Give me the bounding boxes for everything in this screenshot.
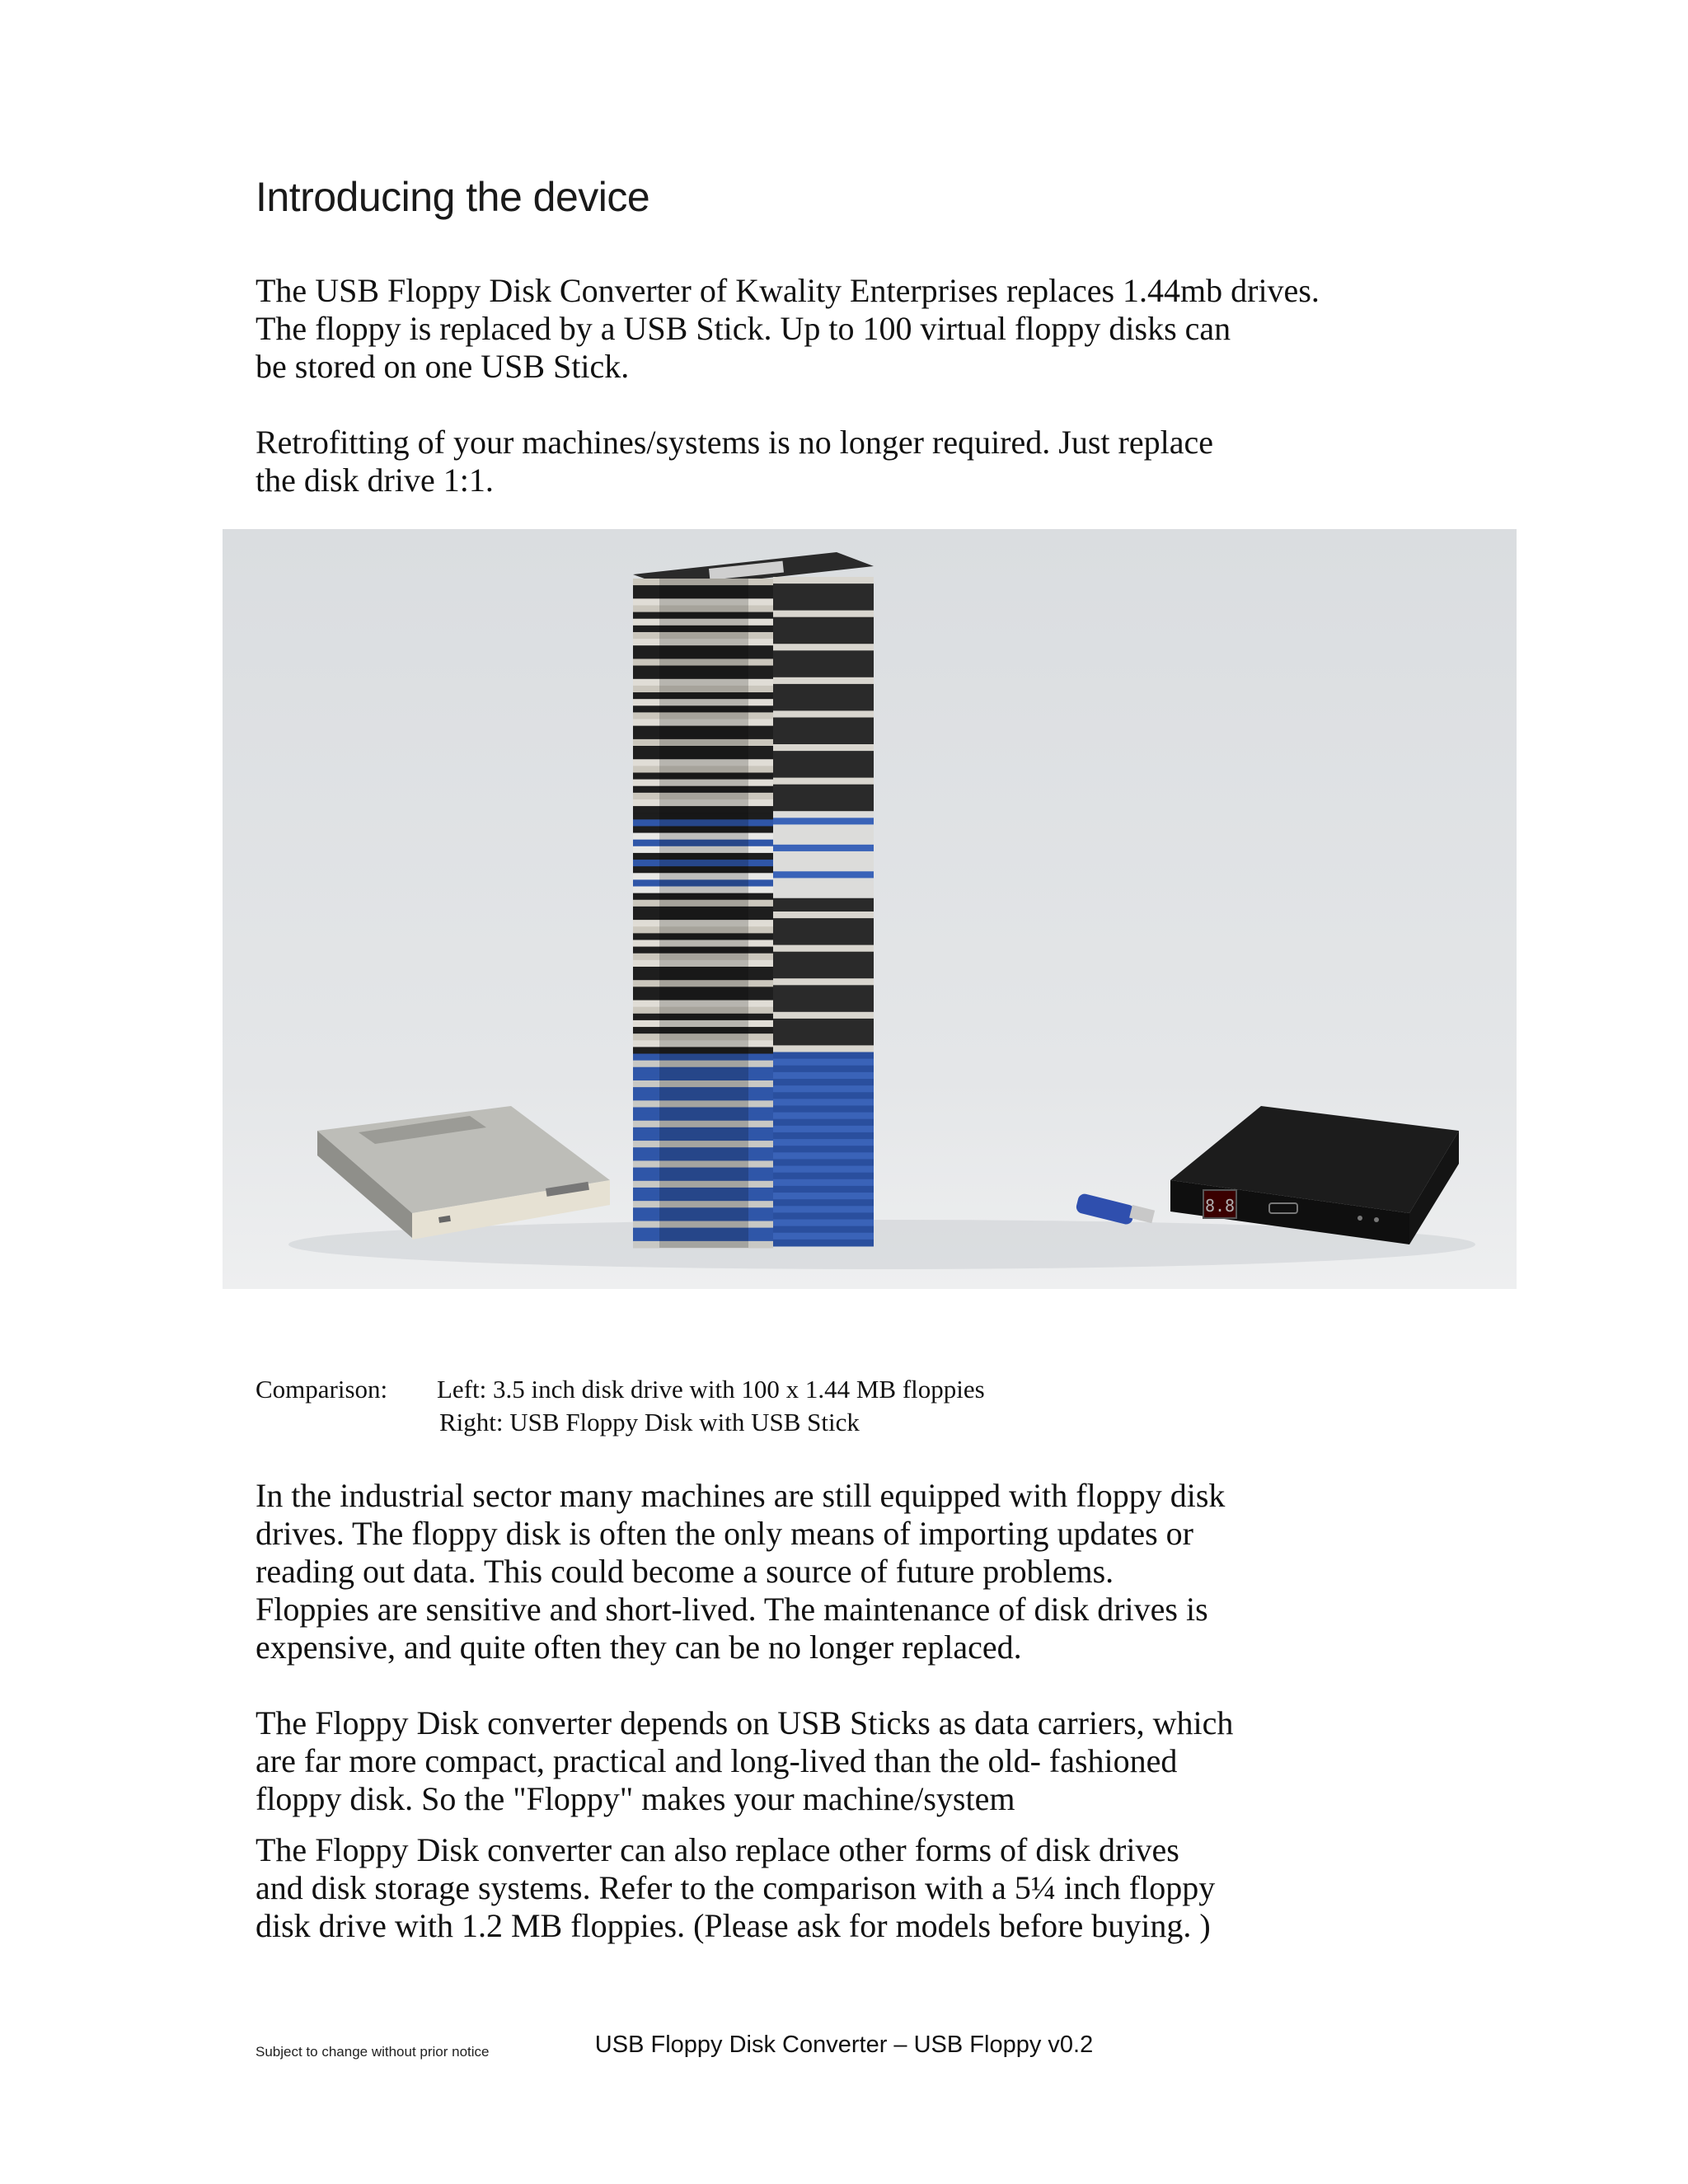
disk-drive-3-5-inch: [317, 1106, 610, 1240]
floppy-disk-side: [773, 1152, 874, 1160]
floppy-disk-side: [773, 751, 874, 758]
floppy-disk-side: [773, 1139, 874, 1146]
floppy-disk-side: [773, 1126, 874, 1133]
floppy-disk-side: [773, 677, 874, 685]
page-footer: [0, 2032, 1688, 2059]
floppy-disk-side: [773, 811, 874, 818]
replace-paragraph: [256, 1831, 1215, 1945]
floppy-disk-side: [773, 898, 874, 906]
floppy-disk-side: [773, 931, 874, 939]
floppy-disk-side: [773, 832, 874, 839]
floppy-disk-side: [773, 684, 874, 691]
floppy-disk-side: [773, 1045, 874, 1052]
floppy-disk-side: [773, 657, 874, 664]
comparison-photo-illustration: [223, 529, 1517, 1289]
floppy-disk-side: [773, 1012, 874, 1019]
floppy-disk-side: [773, 865, 874, 872]
floppy-disk-side: [773, 1113, 874, 1120]
floppy-disk-side: [773, 583, 874, 591]
floppy-disk-side: [773, 1166, 874, 1174]
floppy-disk-side: [773, 664, 874, 672]
floppy-disk-side: [773, 1220, 874, 1227]
floppy-disk-side: [773, 590, 874, 598]
converter-paragraph: [256, 1704, 1233, 1818]
industrial-paragraph: [256, 1477, 1225, 1666]
floppy-disk-side: [773, 738, 874, 745]
converter-display-digits: 8.8: [1204, 1196, 1236, 1216]
floppy-disk-side: [773, 918, 874, 926]
floppy-disk-side: [773, 704, 874, 711]
comparison-photo: [223, 529, 1517, 1289]
floppy-disk-side: [773, 905, 874, 912]
floppy-disk-side: [773, 838, 874, 846]
floppy-disk-side: [773, 972, 874, 979]
replace-line: disk drive with 1.2 MB floppies. (Please ask for models before buying. ): [256, 1907, 1211, 1944]
converter-line: The Floppy Disk converter depends on USB Sticks as data carriers, which: [256, 1704, 1234, 1741]
floppy-disk-side: [773, 744, 874, 752]
footer-text: USB Floppy Disk Converter – USB Floppy v0.2: [594, 2032, 1094, 2058]
floppy-disk-side: [773, 1119, 874, 1127]
floppy-disk-side: [773, 617, 874, 625]
floppy-disk-side: [773, 1212, 874, 1220]
floppy-disk-side: [773, 938, 874, 945]
floppy-disk-side: [773, 691, 874, 698]
floppy-disk-side: [773, 1025, 874, 1033]
floppy-disk-side: [773, 912, 874, 919]
floppy-disk-side: [773, 1186, 874, 1193]
floppy-disk-side: [773, 824, 874, 832]
floppy-disk-stack: [633, 552, 874, 1249]
floppy-disk-side: [773, 757, 874, 765]
floppy-disk-side: [773, 1052, 874, 1060]
floppy-disk-side: [773, 671, 874, 678]
converter-line: floppy disk. So the "Floppy" makes your machine/system: [256, 1780, 1015, 1817]
floppy-disk-side: [773, 1105, 874, 1113]
stack-shading: [659, 579, 748, 1248]
intro-line: The floppy is replaced by a USB Stick. Up to 100 virtual floppy disks can: [256, 310, 1231, 347]
replace-line: and disk storage systems. Refer to the comparison with a 5¼ inch floppy: [256, 1869, 1216, 1906]
floppy-disk-side: [773, 1059, 874, 1066]
usb-stick: [1075, 1193, 1155, 1226]
caption-label: Comparison:: [256, 1375, 388, 1404]
floppy-disk-side: [773, 999, 874, 1006]
floppy-disk-side: [773, 771, 874, 778]
footnote: Subject to change without prior notice: [256, 2044, 490, 2060]
floppy-disk-side: [773, 1066, 874, 1073]
industrial-line: drives. The floppy disk is often the only means of importing updates or: [256, 1515, 1193, 1552]
retrofit-line: the disk drive 1:1.: [256, 462, 494, 499]
floppy-disk-side: [773, 1092, 874, 1099]
floppy-disk-side: [773, 1085, 874, 1093]
industrial-line: expensive, and quite often they can be no longer replaced.: [256, 1629, 1022, 1666]
floppy-disk-side: [773, 958, 874, 966]
floppy-disk-side: [773, 764, 874, 771]
floppy-disk-side: [773, 1099, 874, 1106]
floppy-disk-side: [773, 1226, 874, 1234]
floppy-disk-side: [773, 697, 874, 705]
intro-line: The USB Floppy Disk Converter of Kwality Enterprises replaces 1.44mb drives.: [256, 272, 1320, 309]
floppy-disk-side: [773, 637, 874, 644]
floppy-disk-side: [773, 985, 874, 992]
industrial-line: Floppies are sensitive and short-lived. The maintenance of disk drives is: [256, 1591, 1208, 1628]
floppy-disk-side: [773, 851, 874, 859]
floppy-disk-side: [773, 798, 874, 805]
floppy-disk-side: [773, 624, 874, 631]
floppy-disk-side: [773, 731, 874, 738]
floppy-disk-side: [773, 718, 874, 725]
retrofit-line: Retrofitting of your machines/systems is no longer required. Just replace: [256, 424, 1213, 461]
converter-line: are far more compact, practical and long-lived than the old- fashioned: [256, 1742, 1178, 1779]
floppy-disk-side: [773, 1019, 874, 1026]
floppy-disk-side: [773, 978, 874, 986]
floppy-disk-side: [773, 1032, 874, 1039]
floppy-disk-side: [773, 597, 874, 604]
floppy-disk-side: [773, 965, 874, 972]
floppy-disk-side: [773, 878, 874, 885]
floppy-disk-side: [773, 1132, 874, 1140]
floppy-disk-side: [773, 925, 874, 932]
floppy-disk-side: [773, 603, 874, 611]
floppy-disk-side: [773, 885, 874, 893]
caption-left: Left: 3.5 inch disk drive with 100 x 1.44 MB floppies: [437, 1375, 985, 1404]
floppy-disk-side: [773, 1193, 874, 1200]
floppy-disk-side: [773, 1038, 874, 1046]
floppy-disk-side: [773, 650, 874, 658]
floppy-disk-side: [773, 630, 874, 638]
floppy-disk-side: [773, 710, 874, 718]
floppy-disk-side: [773, 1206, 874, 1213]
floppy-disk-side: [773, 845, 874, 852]
floppy-disk-side: [773, 1173, 874, 1180]
floppy-disk-side: [773, 1146, 874, 1153]
floppy-disk-side: [773, 577, 874, 584]
floppy-disk-side: [773, 1240, 874, 1247]
floppy-disk-side: [773, 1079, 874, 1086]
floppy-disk-side: [773, 791, 874, 799]
floppy-disk-side: [773, 858, 874, 865]
floppy-disk-side: [773, 778, 874, 785]
floppy-disk-side: [773, 952, 874, 959]
industrial-line: reading out data. This could become a source of future problems.: [256, 1553, 1114, 1590]
floppy-disk-side: [773, 871, 874, 879]
caption-right: Right: USB Floppy Disk with USB Stick: [439, 1408, 860, 1436]
floppy-disk-side: [773, 1199, 874, 1207]
floppy-disk-side: [773, 785, 874, 792]
floppy-disk-side: [773, 644, 874, 651]
floppy-disk-side: [773, 818, 874, 825]
usb-floppy-converter: [1170, 1106, 1459, 1244]
floppy-disk-side: [773, 1159, 874, 1166]
floppy-disk-side: [773, 724, 874, 732]
floppy-disk-side: [773, 611, 874, 618]
floppy-disk-side: [773, 892, 874, 899]
floppy-disk-side: [773, 1179, 874, 1187]
intro-line: be stored on one USB Stick.: [256, 348, 630, 385]
page-heading: Introducing the device: [256, 174, 650, 220]
floppy-disk-side: [773, 945, 874, 953]
floppy-disk-side: [773, 991, 874, 999]
intro-paragraph: [256, 272, 1320, 386]
floppy-disk-side: [773, 804, 874, 812]
floppy-disk-side: [773, 1233, 874, 1240]
industrial-line: In the industrial sector many machines are still equipped with floppy disk: [256, 1477, 1226, 1514]
floppy-disk-side: [773, 1005, 874, 1013]
floppy-disk-side: [773, 1072, 874, 1080]
replace-line: The Floppy Disk converter can also replace other forms of disk drives: [256, 1831, 1179, 1868]
retrofit-paragraph: [256, 424, 1213, 499]
